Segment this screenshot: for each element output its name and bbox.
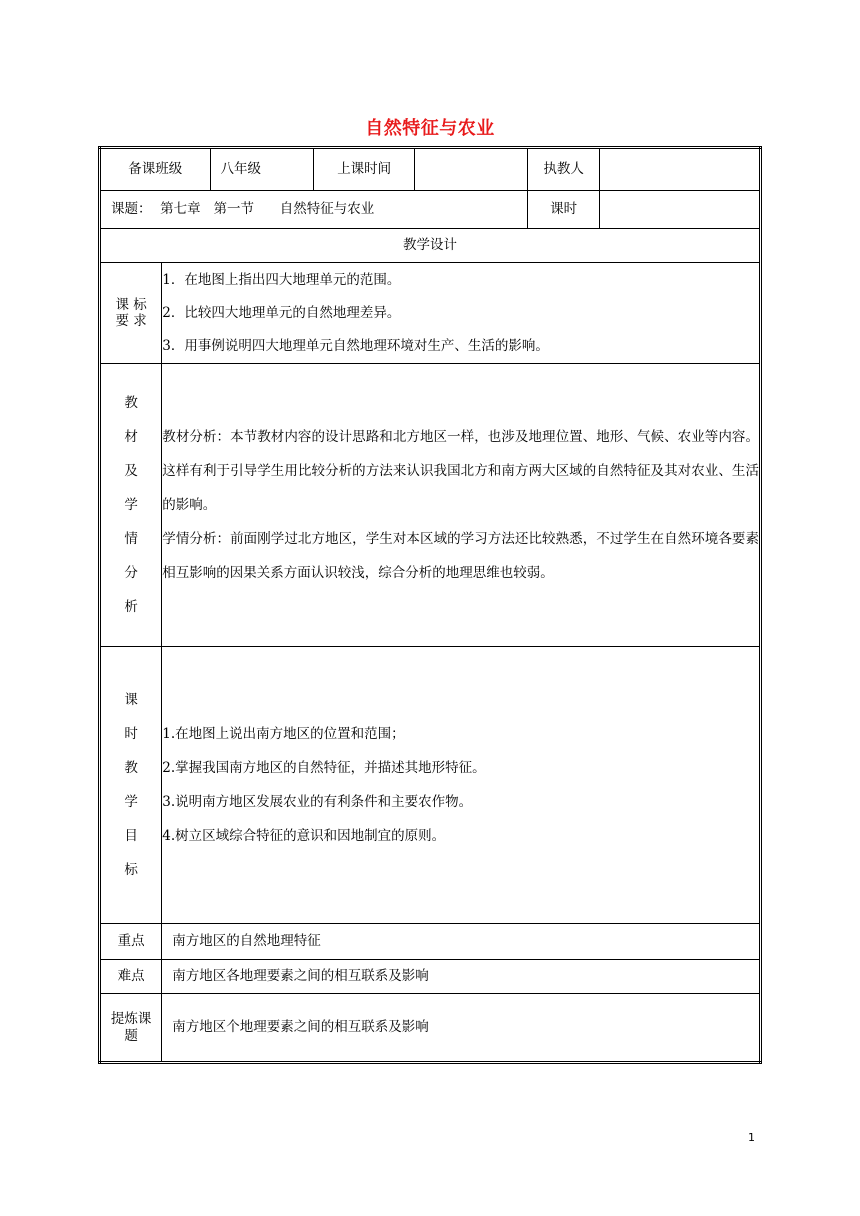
teacher-label: 执教人 — [527, 148, 599, 191]
refined-topic-label — [100, 994, 162, 1063]
goal-item: 2.掌握我国南方地区的自然特征，并描述其地形特征。 — [162, 760, 486, 776]
refined-topic-label-line1: 提炼课 — [110, 1011, 152, 1028]
analysis-body — [162, 364, 761, 647]
analysis-label — [100, 364, 162, 647]
goal-item: 4.树立区域综合特征的意识和因地制宜的原则。 — [162, 828, 446, 844]
analysis-label-char: 及 — [124, 463, 138, 479]
requirements-row — [100, 263, 761, 364]
key-point-label: 重点 — [100, 924, 162, 960]
goals-list — [162, 647, 761, 924]
goals-label — [100, 647, 162, 924]
goals-label-char: 课 — [124, 692, 138, 708]
document-title: 自然特征与农业 — [365, 118, 495, 139]
topic-row — [100, 191, 761, 229]
difficult-point-label: 难点 — [100, 960, 162, 994]
difficult-point-text: 南方地区各地理要素之间的相互联系及影响 — [162, 960, 761, 994]
lesson-plan-table — [98, 146, 762, 1064]
goals-label-char: 教 — [124, 760, 138, 776]
refined-topic-row — [100, 994, 761, 1063]
student-analysis: 学情分析：前面刚学过北方地区，学生对本区域的学习方法还比较熟悉，不过学生在自然环境各要素相互影响的因果关系方面认识较浅，综合分析的地理思维也较弱。 — [162, 531, 759, 581]
analysis-label-char: 分 — [124, 565, 138, 581]
requirements-list — [162, 263, 761, 364]
requirements-label — [100, 263, 162, 364]
analysis-label-char: 材 — [124, 429, 138, 445]
key-point-text: 南方地区的自然地理特征 — [162, 924, 761, 960]
requirement-item: 2．比较四大地理单元的自然地理差异。 — [162, 304, 401, 321]
grade-value: 八年级 — [210, 148, 313, 191]
header-row — [100, 148, 761, 191]
analysis-label-char: 情 — [124, 531, 138, 547]
goals-label-char: 目 — [124, 828, 138, 844]
goals-label-char: 标 — [124, 862, 138, 878]
analysis-label-char: 教 — [124, 395, 138, 411]
requirement-item: 3．用事例说明四大地理单元自然地理环境对生产、生活的影响。 — [162, 337, 549, 354]
page-number: 1 — [748, 1131, 755, 1144]
time-value — [415, 148, 528, 191]
period-value — [600, 191, 761, 229]
analysis-label-char: 析 — [124, 599, 138, 615]
refined-topic-text: 南方地区个地理要素之间的相互联系及影响 — [162, 994, 761, 1063]
class-label: 备课班级 — [100, 148, 211, 191]
period-label: 课时 — [527, 191, 599, 229]
analysis-label-char: 学 — [124, 497, 138, 513]
goals-label-char: 时 — [124, 726, 138, 742]
requirement-item: 1．在地图上指出四大地理单元的范围。 — [162, 271, 401, 288]
difficult-point-row — [100, 960, 761, 994]
time-label: 上课时间 — [313, 148, 414, 191]
material-analysis: 教材分析：本节教材内容的设计思路和北方地区一样，也涉及地理位置、地形、气候、农业等内容。这样有利于引导学生用比较分析的方法来认识我国北方和南方两大区域的自然特征及其对农业、生活的影响。 — [162, 429, 759, 513]
analysis-row — [100, 364, 761, 647]
topic-text: 课题： 第七章 第一节 自然特征与农业 — [100, 191, 528, 229]
refined-topic-label-line2: 题 — [124, 1027, 138, 1044]
design-heading-row — [100, 229, 761, 263]
key-point-row — [100, 924, 761, 960]
goal-item: 1.在地图上说出南方地区的位置和范围； — [162, 726, 405, 742]
goals-label-char: 学 — [124, 794, 138, 810]
design-heading: 教学设计 — [100, 229, 761, 263]
teacher-value — [600, 148, 761, 191]
goal-item: 3.说明南方地区发展农业的有利条件和主要农作物。 — [162, 794, 473, 810]
goals-row — [100, 647, 761, 924]
requirements-label-line2: 要 求 — [115, 313, 147, 329]
requirements-label-line1: 课 标 — [115, 296, 147, 313]
